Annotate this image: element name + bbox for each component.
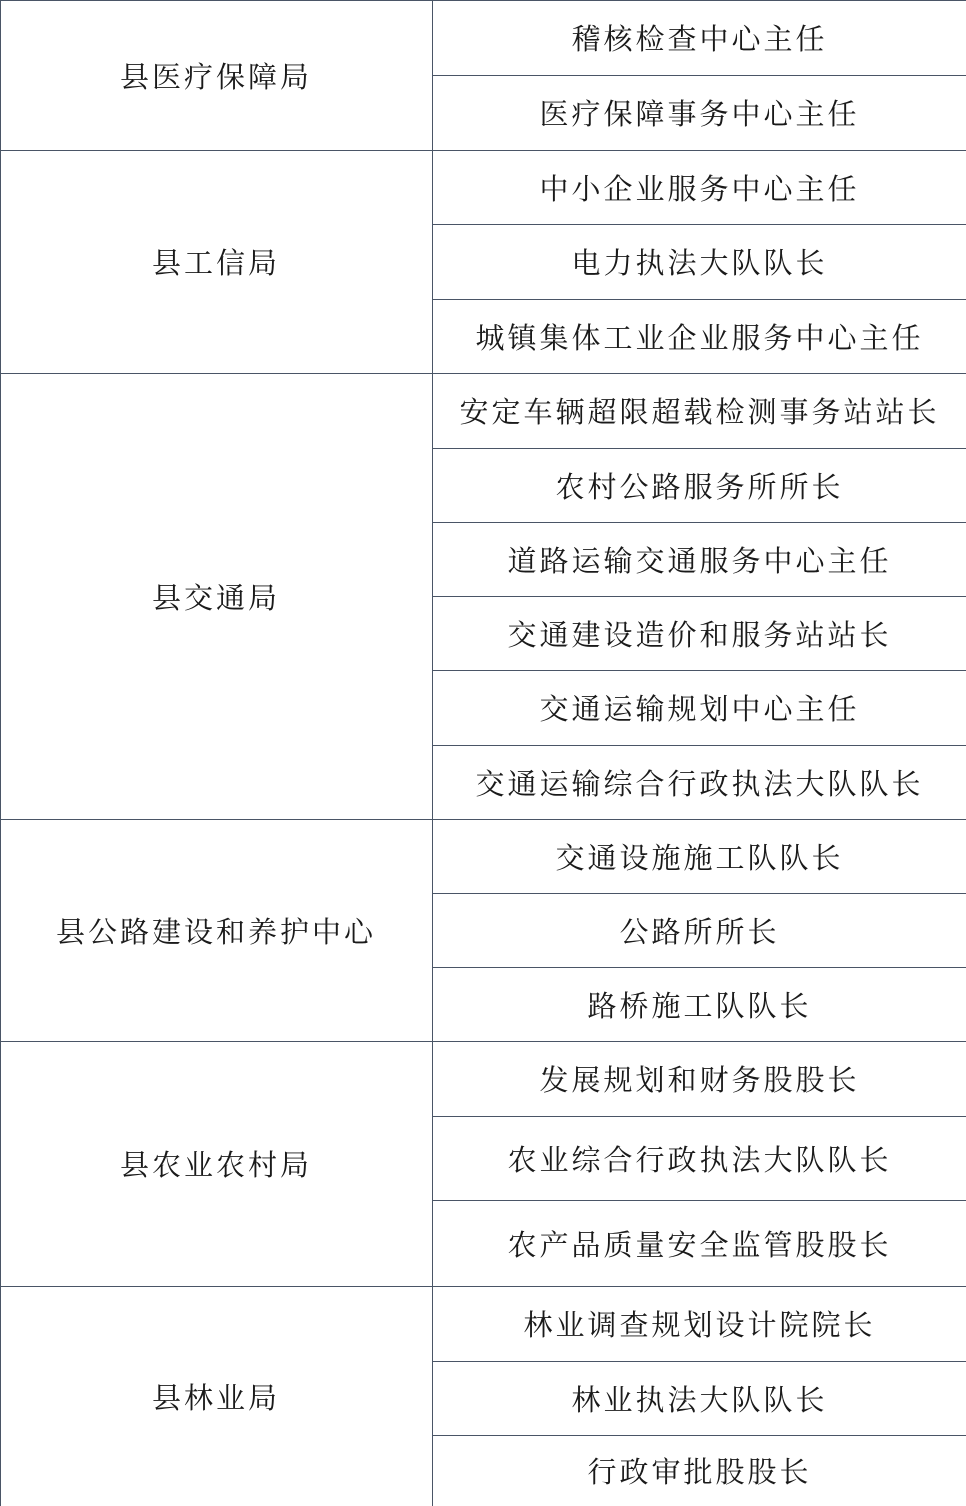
position-cell: 林业调查规划设计院院长 [523,1308,876,1342]
position-cell: 医疗保障事务中心主任 [539,97,860,131]
position-cell: 交通运输综合行政执法大队队长 [475,766,924,801]
department-cell: 县公路建设和养护中心 [0,819,433,1041]
position-cell: 发展规划和财务股股长 [539,1063,860,1097]
department-cell: 县医疗保障局 [0,0,433,150]
position-cell: 公路所所长 [619,914,780,949]
position-cell: 交通设施施工队队长 [555,840,844,875]
position-cell: 电力执法大队队长 [571,246,828,280]
position-cell: 稽核检查中心主任 [571,22,828,56]
department-cell: 县交通局 [0,373,433,819]
position-cell: 交通建设造价和服务站站长 [507,617,892,652]
position-cell: 行政审批股股长 [587,1455,812,1489]
position-cell: 城镇集体工业企业服务中心主任 [475,320,924,355]
position-cell: 交通运输规划中心主任 [539,692,860,726]
position-cell: 路桥施工队队长 [587,988,812,1023]
position-cell: 中小企业服务中心主任 [539,171,860,206]
position-cell: 农村公路服务所所长 [555,469,844,504]
position-cell: 安定车辆超限超载检测事务站站长 [459,395,940,429]
department-cell: 县农业农村局 [0,1041,433,1286]
department-cell: 县林业局 [0,1286,433,1506]
position-cell: 农产品质量安全监管股股长 [507,1227,892,1262]
position-cell: 农业综合行政执法大队队长 [507,1142,892,1177]
department-cell: 县工信局 [0,150,433,373]
position-cell: 道路运输交通服务中心主任 [507,543,892,578]
position-cell: 林业执法大队队长 [571,1382,828,1417]
